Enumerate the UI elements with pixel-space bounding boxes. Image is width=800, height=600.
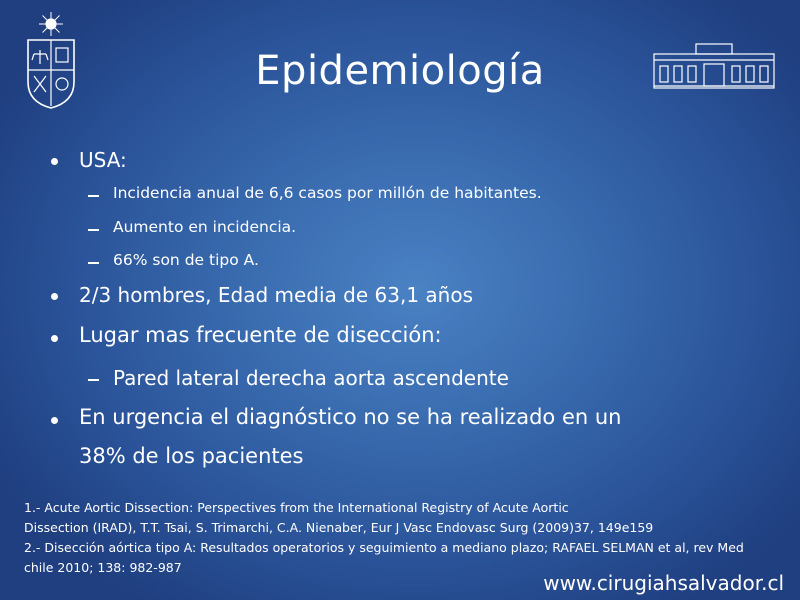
bullet-dash [88,262,99,264]
reference-line: 1.- Acute Aortic Dissection: Perspectives from the International Registry of Acute Aortic [24,500,569,515]
bullet-urgency-line2: 38% de los pacientes [79,444,304,468]
bullet-dot [51,335,58,342]
website-url: www.cirugiahsalvador.cl [543,571,784,595]
bullet-men: 2/3 hombres, Edad media de 63,1 años [79,283,473,307]
reference-line: chile 2010; 138: 982-987 [24,560,182,575]
sub-bullet-site: Pared lateral derecha aorta ascendente [113,366,509,390]
sub-bullet-incidence: Incidencia anual de 6,6 casos por millón de habitantes. [113,184,542,202]
bullet-dash [88,229,99,231]
slide-title: Epidemiología [255,48,545,94]
reference-line: 2.- Disección aórtica tipo A: Resultados operatorios y seguimiento a mediano plazo; RAFAEL SELMAN et al, rev Med [24,540,744,555]
bullet-dot [51,293,58,300]
bullet-site: Lugar mas frecuente de disección: [79,323,442,347]
bullet-dot [51,158,58,165]
bullet-urgency-line1: En urgencia el diagnóstico no se ha realizado en un [79,405,622,429]
sub-bullet-type-a: 66% son de tipo A. [113,251,259,269]
bullet-dash [88,379,99,381]
bullet-dash [88,195,99,197]
sub-bullet-increase: Aumento en incidencia. [113,218,297,236]
bullet-usa: USA: [79,148,127,172]
reference-line: Dissection (IRAD), T.T. Tsai, S. Trimarchi, C.A. Nienaber, Eur J Vasc Endovasc Surg (2009)37, 149e159 [24,520,654,535]
bullet-dot [51,417,58,424]
references [24,498,784,578]
